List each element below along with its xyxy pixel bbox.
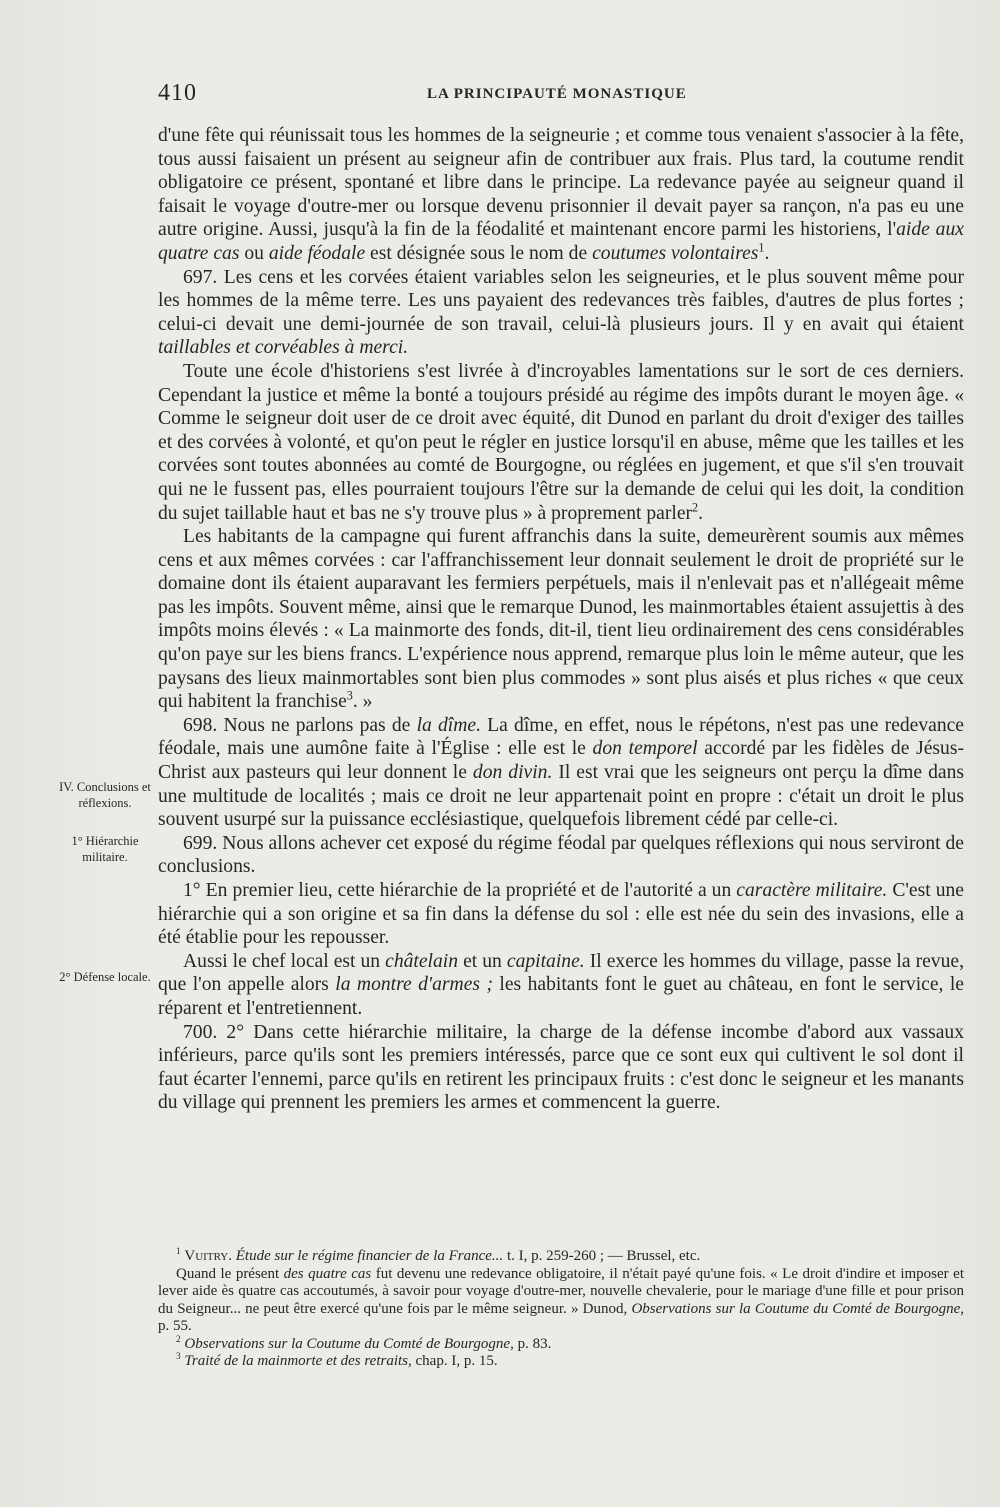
footnotes xyxy=(158,1248,964,1371)
footnote-ref-1[interactable]: 1 xyxy=(758,240,765,255)
footnote-3: $^3$ Traité de la mainmorte et des retraits, chap. I, p. 15. xyxy=(176,1352,498,1369)
footnote-1-continued: Quand le présent des quatre cas fut devenu une redevance obligatoire, il n'était payé qu'une fois. « Le droit d'indire et imposer et lever aide ès quatre cas accoutumés, à savoir pour voyage d'outre-mer, nouvelle chevalerie, pour le mariage d'une fille et pour prison du Seigneur... ne peut être exercé qu'une fois par le même seigneur. » Dunod, Observations sur la Coutume du Comté de Bourgogne, p. 55. xyxy=(158,1265,965,1334)
margin-note-defense: 2° Défense locale. xyxy=(59,970,151,984)
footnote-1: $^1$ Vuitry. Étude sur le régime financier de la France... t. I, p. 259-260 ; — Brussel, etc. xyxy=(176,1247,701,1264)
paragraph-698: 698. Nous ne parlons pas de la dîme. La dîme, en effet, nous le répétons, n'est pas une redevance féodale, mais une aumône faite à l'Église : elle est le don temporel accordé par les fidèles de Jésus-Christ aux pasteurs qui leur donnent le don divin. Il est vrai que les seigneurs ont perçu la dîme dans une multitude de localités ; mais ce droit ne leur appartenait point en propre : c'était un droit le plus souvent usurpé sur la puissance ecclésiastique, quelquefois librement cédé par celle-ci. xyxy=(158,714,965,831)
footnote-ref-3[interactable]: 3 xyxy=(346,688,353,703)
margin-note-conclusions: IV. Conclusions et réflexions. xyxy=(59,780,151,810)
running-title: LA PRINCIPAUTÉ MONASTIQUE xyxy=(427,86,687,102)
paragraph-7: 1° En premier lieu, cette hiérarchie de la propriété et de l'autorité a un caractère militaire. C'est une hiérarchie qui a son origine et sa fin dans la défense du sol : elle est née du sein des invasions, elle a été établie pour les repousser. xyxy=(158,880,965,949)
body-text xyxy=(158,124,964,1115)
paragraph-8: Aussi le chef local est un châtelain et un capitaine. Il exerce les hommes du village, passe la revue, que l'on appelle alors la montre d'armes ; les habitants font le guet au château, en font le service, le réparent et l'entretiennent. xyxy=(158,950,964,1019)
paragraph-699: 699. Nous allons achever cet exposé du régime féodal par quelques réflexions qui nous serviront de conclusions. xyxy=(158,832,964,878)
paragraph-1: d'une fête qui réunissait tous les hommes de la seigneurie ; et comme tous venaient s'associer à la fête, tous aussi faisaient un présent au seigneur afin de contribuer aux frais. Plus tard, la coutume rendit obligatoire ce présent, spontané et libre dans le principe. La redevance payée au seigneur quand il faisait le voyage d'outre-mer ou lorsque devenu prisonnier il devait payer sa rançon, n'a pas eu une autre origine. Aussi, jusqu'à la fin de la féodalité et maintenant encore parmi les historiens, l'aide aux quatre cas ou aide féodale est désignée sous le nom de coutumes volontaires$^1$. xyxy=(158,125,964,264)
margin-note-hierarchie: 1° Hiérarchie militaire. xyxy=(71,834,139,864)
paragraph-4: Les habitants de la campagne qui furent affranchis dans la suite, demeurèrent soumis aux mêmes cens et aux mêmes corvées : car l'affranchissement leur donnait seulement le droit de propriété sur le domaine dont ils étaient auparavant les fermiers perpétuels, mais il n'enlevait pas et n'allégeait même pas les impôts. Souvent même, ainsi que le remarque Dunod, les mainmortables étaient assujettis à des impôts moins élevés : « La mainmorte des fonds, dit-il, tient lieu ordinairement des cens considérables qu'on paye sur les biens francs. L'expérience nous apprend, remarque plus loin le même auteur, que les paysans des lieux mainmortables sont bien plus commodes » sont plus aisés et plus riches « que ceux qui habitent la franchise$^3$. » xyxy=(158,526,964,713)
footnote-2: $^2$ Observations sur la Coutume du Comté de Bourgogne, p. 83. xyxy=(176,1334,552,1352)
paragraph-3: Toute une école d'historiens s'est livrée à d'incroyables lamentations sur le sort de ces derniers. Cependant la justice et même la bonté a toujours présidé au régime des impôts durant le moyen âge. « Comme le seigneur doit user de ce droit avec équité, dit Dunod en parlant du droit d'exiger des tailles et des corvées à volonté, et qu'on peut le régler en justice lorsqu'il en abuse, même que les tailles et les corvées sont toutes abonnées au comté de Bourgogne, ou réglées en jugement, et que s'il s'en trouvait qui ne le fussent pas, elles pourraient toujours l'être sur la demande de celui qui les doit, la condition du sujet taillable haut et bas ne s'y trouve plus » à proprement parler$^2$. xyxy=(158,360,964,524)
footnote-ref-2[interactable]: 2 xyxy=(692,499,699,514)
page-number: 410 xyxy=(158,80,197,106)
paragraph-700: 700. 2° Dans cette hiérarchie militaire, la charge de la défense incombe d'abord aux vassaux inférieurs, parce qu'ils sont les premiers intéressés, parce que ce sont eux qui cultivent le sol dont il faut écarter l'ennemi, parce qu'ils en retirent les principaux fruits : c'est donc le seigneur et les manants du village qui prennent les premiers les armes et commencent la guerre. xyxy=(158,1021,964,1114)
paragraph-697: 697. Les cens et les corvées étaient variables selon les seigneuries, et le plus souvent même pour les hommes de la même terre. Les uns payaient des redevances très faibles, d'autres de plus fortes ; celui-ci devait une demi-journée de son travail, celui-là plusieurs jours. Il y en avait qui étaient taillables et corvéables à merci. xyxy=(158,266,964,359)
